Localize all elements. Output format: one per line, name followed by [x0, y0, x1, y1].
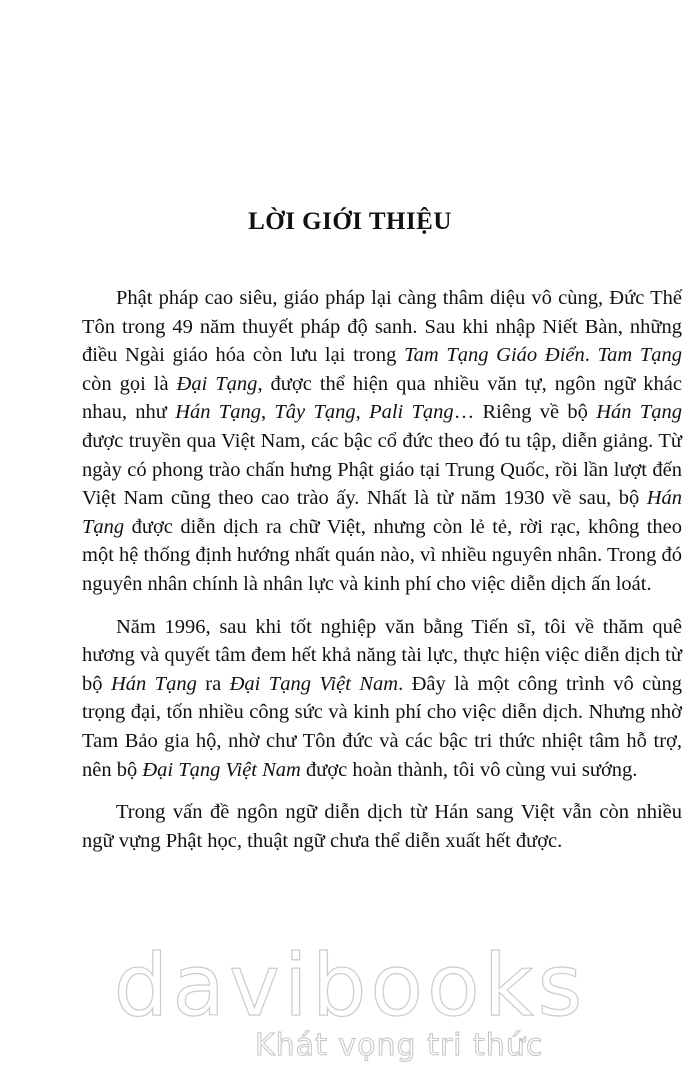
italic-term: Đại Tạng Việt Nam: [229, 672, 399, 695]
text-run: , được thể hiện qua nhiều văn tự, ngôn ngữ khác nhau, như: [82, 372, 683, 424]
watermark-slogan: Khát vọng tri thức: [255, 1028, 544, 1063]
text-run: Năm 1996, sau khi tốt nghiệp văn bằng Tiến sĩ, tôi về thăm quê hương và quyết tâm đem hết khả năng tài lực, thực hiện việc diễn dịch từ bộ: [82, 615, 682, 695]
text-run: Phật pháp cao siêu, giáo pháp lại càng thâm diệu vô cùng, Đức Thế Tôn trong 49 năm thuyết pháp độ sanh. Sau khi nhập Niết Bàn, những điều Ngài giáo hóa còn lưu lại trong: [82, 287, 682, 367]
watermark-brand: davibooks: [113, 936, 587, 1036]
italic-term: Hán Tạng: [596, 401, 682, 424]
italic-term: Hán Tạng: [110, 672, 197, 695]
italic-term: Đại Tạng Việt Nam: [142, 758, 301, 781]
text-run: được diễn dịch ra chữ Việt, nhưng còn lẻ tẻ, rời rạc, không theo một hệ thống định hướng nhất quán nào, vì nhiều nguyên nhân. Trong đó nguyên nhân chính là nhân lực và kinh phí cho việc diễn dịch ấn loát.: [82, 515, 682, 595]
italic-term: Tam Tạng Giáo Điển: [404, 344, 585, 367]
text-run: ra: [196, 672, 230, 695]
paragraph-3: [82, 798, 682, 855]
text-run: được hoàn thành, tôi vô cùng vui sướng.: [300, 758, 638, 781]
text-run: ,: [260, 401, 275, 424]
body-text: [82, 284, 682, 855]
italic-term: Hán Tạng: [82, 487, 682, 538]
italic-term: Tây Tạng: [274, 401, 356, 424]
page-title: LỜI GIỚI THIỆU: [248, 208, 452, 235]
text-run: . Đây là một công trình vô cùng trọng đại, tốn nhiều công sức và kinh phí cho việc diễn dịch. Nhưng nhờ Tam Bảo gia hộ, nhờ chư Tôn đức và các bậc tri thức nhiệt tâm hỗ trợ, nên bộ: [82, 672, 682, 781]
italic-term: Đại Tạng: [176, 372, 258, 395]
italic-term: Pali Tạng: [369, 401, 454, 424]
text-run: được truyền qua Việt Nam, các bậc cổ đức theo đó tu tập, diễn giảng. Từ ngày có phong trào chấn hưng Phật giáo tại Trung Quốc, rồi lần lượt đến Việt Nam cũng theo cao trào ấy. Nhất là từ năm 1930 về sau, bộ: [82, 429, 682, 510]
paragraph-2: [82, 613, 682, 785]
watermark: [0, 936, 700, 1074]
text-run: ,: [355, 401, 370, 424]
text-run: Trong vấn đề ngôn ngữ diễn dịch từ Hán sang Việt vẫn còn nhiều ngữ vựng Phật học, thuật ngữ chưa thể diễn xuất hết được.: [82, 801, 682, 852]
italic-term: Tam Tạng: [597, 344, 683, 367]
paragraph-1: [82, 284, 682, 599]
text-run: … Riêng về bộ: [453, 401, 597, 424]
italic-term: Hán Tạng: [175, 401, 261, 424]
text-run: còn gọi là: [82, 372, 177, 395]
text-run: .: [584, 344, 598, 367]
